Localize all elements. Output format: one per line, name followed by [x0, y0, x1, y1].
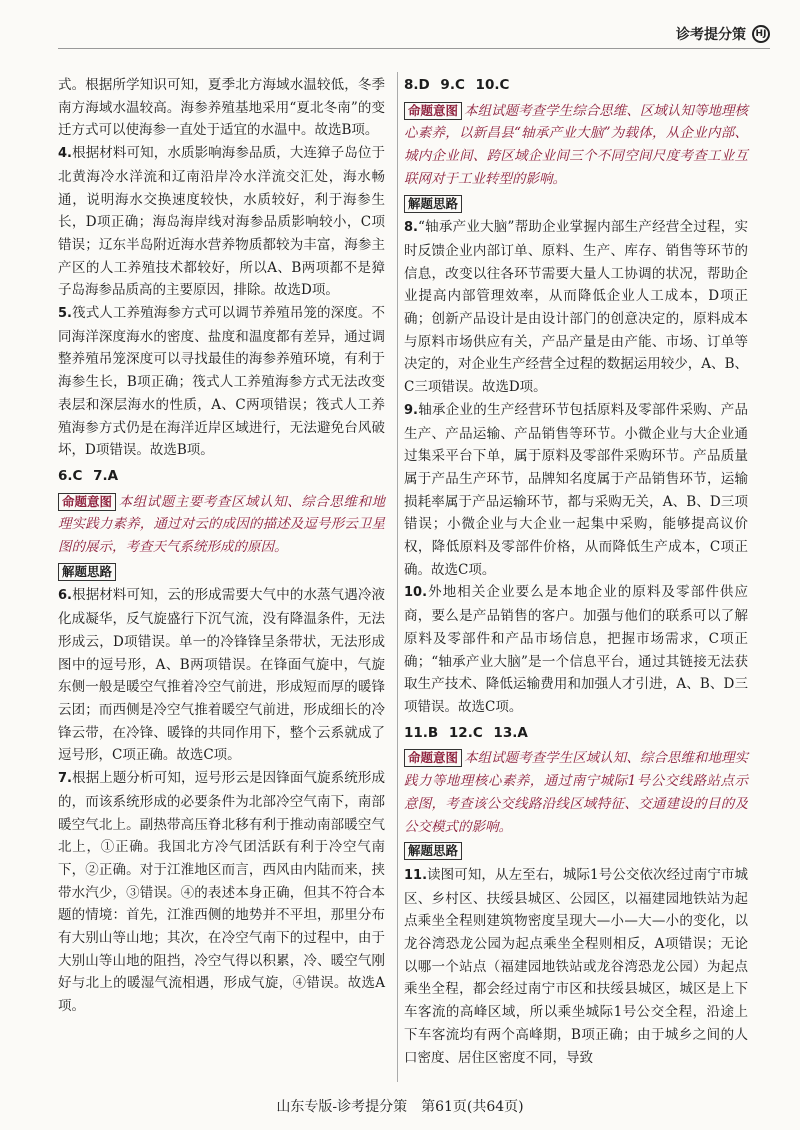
brand-title: 诊考提分策: [676, 27, 746, 43]
brand-logo-icon: HJ: [752, 25, 770, 43]
page-footer: 山东专版-诊考提分策 第61页(共64页): [276, 1099, 524, 1115]
question-4: [58, 142, 385, 302]
brand-header: [676, 24, 770, 44]
intent-block-8-10: [404, 100, 748, 191]
intent-text: 本组试题考查学生综合思维、区域认知等地理核心素养，以新昌县“轴承产业大脑”为载体，从企业内部、城内企业间、跨区域企业间三个不同空间尺度考查工业互联网对于工业转型的影响。: [404, 102, 748, 187]
right-column: [404, 74, 748, 1069]
intent-tag: 命题意图: [58, 493, 116, 511]
intent-tag: 命题意图: [404, 102, 462, 120]
intent-tag: 命题意图: [404, 749, 462, 767]
question-text: “轴承产业大脑”帮助企业掌握内部生产经营全过程，实时反馈企业内部订单、原料、生产、库存、销售等环节的信息，改变以往各环节需要大量人工协调的状况，帮助企业提高内部管理效率，从而降低企业人工成本，D项正确；创新产品设计是由设计部门的创意决定的，原料成本与原料市场供应有关，产品产量是由产能、市场、订单等决定的，对企业生产经营全过程的数据运用较少，A、B、C三项错误。故选D项。: [404, 219, 748, 396]
question-text: 筏式人工养殖海参方式可以调节养殖吊笼的深度。不同海洋深度海水的密度、盐度和温度都有差异，通过调整养殖吊笼深度可以寻找最佳的海参养殖环境，有利于海参生长，B项正确；筏式人工养殖海参方式无法改变表层和深层海水的性质，A、C两项错误；筏式人工养殖海参方式仍是在海洋近岸区域进行，无法避免台风破坏，D项错误。故选B项。: [58, 305, 385, 459]
question-number: 4.: [58, 146, 72, 162]
answer-key-6-7: 6.C 7.A: [58, 467, 119, 484]
question-number: 8.: [404, 220, 418, 236]
question-text: 根据上题分析可知，逗号形云是因锋面气旋系统形成的，而该系统形成的必要条件为北部冷空气南下，南部暖空气北上。副热带高压脊北移有利于推动南部暖空气北上，①正确。我国北方冷气团活跃有利于冷空气南下，②正确。对于江淮地区而言，西风由内陆而来，挟带水汽少，③错误。④的表述本身正确，但其不符合本题的情境：首先，江淮西侧的地势并不平坦，那里分布有大别山等山地；其次，在冷空气南下的过程中，由于大别山等山地的阻挡，冷空气得以积累，冷、暖空气刚好与北上的暖湿气流相遇，形成气旋，④错误。故选A项。: [58, 770, 385, 1015]
question-6: [58, 584, 385, 767]
question-number: 10.: [404, 585, 428, 601]
question-text: 根据材料可知，水质影响海参品质，大连獐子岛位于北黄海冷水洋流和辽南沿岸冷水洋流交汇处，海水畅通，说明海水交换速度较快，水质较好，利于海参生长，D项正确；海岛海岸线对海参品质影响较小，C项错误；辽东半岛附近海水营养物质都较为丰富，海参主产区的人工养殖技术都较好，所以A、B两项都不是獐子岛海参品质高的主要原因，排除。故选D项。: [58, 145, 385, 299]
question-number: 7.: [58, 771, 72, 787]
question-text: 轴承企业的生产经营环节包括原料及零部件采购、产品生产、产品运输、产品销售等环节。小微企业与大企业通过集采平台下单，属于原料及零部件采购环节。产品质量属于产品生产环节，品牌知名度属于产品销售环节，运输损耗率属于产品运输环节，都与采购无关，A、B、D三项错误；小微企业与大企业一起集中采购，能够提高议价权，降低原料及零部件价格，从而降低生产成本，C项正确。故选C项。: [404, 401, 748, 578]
answer-key-8-10: 8.D 9.C 10.C: [404, 77, 510, 93]
question-text: 读图可知，从左至右，城际1号公交依次经过南宁市城区、乡村区、扶绥县城区、公园区，以福建园地铁站为起点乘坐全程则建筑物密度呈现大—小—大—小的变化，以龙谷湾恐龙公园为起点乘坐全程则相反，A项错误；无论以哪一个站点（福建园地铁站或龙谷湾恐龙公园）为起点乘坐全程，都会经过南宁市区和扶绥县城区，城区是上下车客流的高峰区域，所以乘坐城际1号公交全程，沿途上下车客流均有两个高峰期，B项正确；由于城乡之间的人口密度、居住区密度不同，导致: [404, 866, 748, 1066]
question-11: [404, 864, 748, 1069]
thinking-tag: 解题思路: [58, 563, 116, 581]
left-column: [58, 74, 385, 1018]
column-divider: [397, 72, 398, 1082]
thinking-tag: 解题思路: [404, 842, 462, 860]
question-10: [404, 581, 748, 718]
question-8: [404, 216, 748, 399]
intent-block-6-7: [58, 491, 385, 559]
intent-block-11-13: [404, 747, 748, 838]
question-text: 根据材料可知，云的形成需要大气中的水蒸气遇冷液化成凝华，反气旋盛行下沉气流，没有降温条件，无法形成云，D项错误。单一的冷锋锋呈条带状，无法形成图中的逗号形，A、B两项错误。在锋面气旋中，气旋东侧一般是暖空气推着冷空气前进，形成短而厚的暖锋云团；而西侧是冷空气推着暖空气前进，形成细长的冷锋云带，在冷锋、暖锋的共同作用下，整个云系就成了逗号形，C项正确。故选C项。: [58, 587, 385, 764]
question-7: [58, 767, 385, 1018]
question-9: [404, 399, 748, 582]
question-text: 外地相关企业要么是本地企业的原料及零部件供应商，要么是产品销售的客户。加强与他们的联系可以了解原料及零部件和产品市场信息，把握市场需求，C项正确；“轴承产业大脑”是一个信息平台，通过其链接无法获取生产技术、降低运输费用和加强人才引进，A、B、D三项错误。故选C项。: [404, 584, 748, 715]
question-number: 6.: [58, 588, 72, 604]
intent-text: 本组试题考查学生区域认知、综合思维和地理实践力等地理核心素养，通过南宁城际1号公交线路站点示意图，考查该公交线路沿线区域特征、交通建设的目的及公交模式的影响。: [404, 750, 748, 835]
thinking-header: [58, 561, 385, 584]
top-rule: [58, 48, 770, 49]
question-5: [58, 302, 385, 462]
thinking-header: [404, 840, 748, 863]
intent-text: 本组试题主要考查区域认知、综合思维和地理实践力素养，通过对云的成因的描述及逗号形云卫星图的展示，考查天气系统形成的原因。: [58, 493, 385, 556]
question-number: 5.: [58, 306, 72, 322]
question-number: 9.: [404, 402, 418, 418]
thinking-header: [404, 193, 748, 216]
question-number: 11.: [404, 867, 428, 883]
answer-key-11-13: 11.B 12.C 13.A: [404, 724, 528, 741]
thinking-tag: 解题思路: [404, 195, 462, 213]
continued-paragraph: 式。根据所学知识可知，夏季北方海域水温较低，冬季南方海域水温较高。海参养殖基地采用“夏北冬南”的变迁方式可以使海参一直处于适宜的水温中。故选B项。: [58, 77, 385, 139]
